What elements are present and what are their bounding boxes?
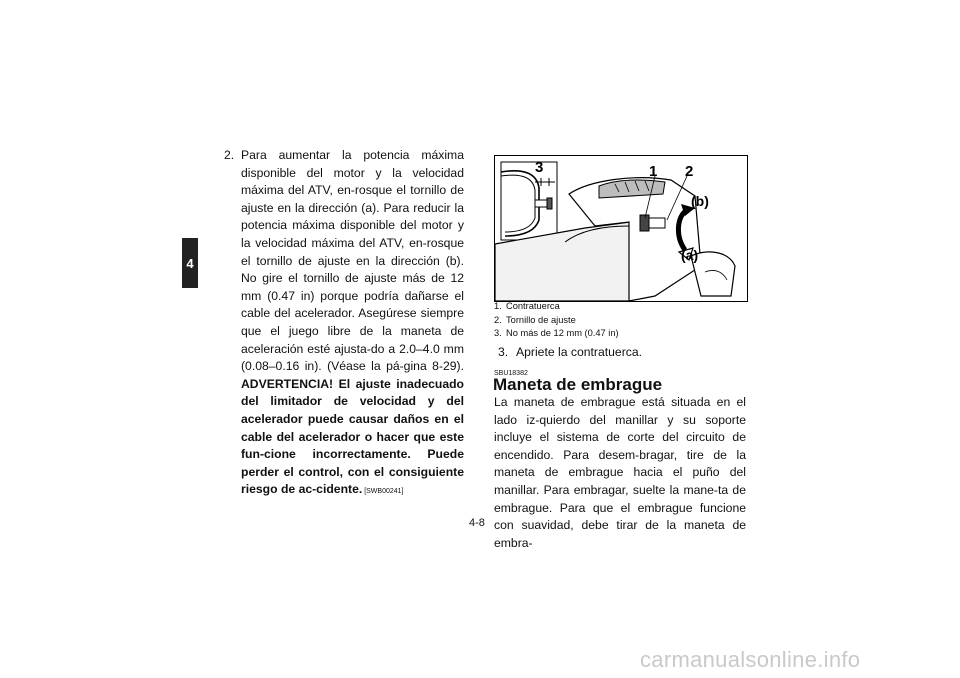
figure-captions [494, 300, 746, 341]
callout-1: 1 [649, 163, 658, 180]
caption-text: Contratuerca [506, 301, 560, 311]
lock-nut [640, 215, 649, 231]
throttle-adjuster-figure [494, 155, 748, 302]
left-column [224, 147, 464, 501]
section-body: La maneta de embrague está situada en el lado iz-quierdo del manillar y su soporte incluye el sistema de corte del circuito de encendido. Para desem-bragar, tire de la maneta de embrague hacia el puño del manillar. Para embragar, suelte la mane-ta de embrague. Para que el embrague funcione con suavidad, debe tirar de la maneta de embra- [494, 395, 746, 550]
item-number: 2. [224, 148, 235, 162]
section-heading: Maneta de embrague [493, 375, 663, 394]
step-number: 3. [498, 345, 509, 359]
warning-text: ADVERTENCIA! El ajuste inadecuado del limitador de velocidad y del acelerador puede causar daños en el cable del acelerador o hacer que este fun-cione incorrectamente. Puede perder el control, con el consiguiente riesgo de ac-cidente. [241, 376, 464, 497]
chapter-tab [182, 238, 198, 288]
numbered-item [224, 147, 464, 501]
caption-item [494, 300, 746, 314]
caption-number: 2. [494, 314, 502, 325]
caption-item [494, 314, 746, 328]
chapter-number: 4 [186, 255, 194, 271]
step-item [494, 344, 746, 361]
caption-text: Tornillo de ajuste [506, 314, 576, 325]
caption-number: 3. [494, 328, 502, 338]
inset-nut [547, 198, 552, 209]
section-code: SBU18382 [494, 370, 528, 377]
callout-2: 2 [685, 163, 694, 180]
callout-3: 3 [535, 159, 544, 176]
watermark: carmanualsonline.info [640, 647, 861, 672]
inset-screw [535, 200, 547, 207]
step-text: Apriete la contratuerca. [516, 345, 643, 359]
figure-illustration [495, 156, 747, 301]
caption-number: 1. [494, 301, 502, 311]
page-number: 4-8 [469, 517, 485, 529]
item-paragraph: Para aumentar la potencia máxima disponible del motor y la velocidad máxima del ATV, en-rosque el tornillo de ajuste en la dirección (a). Para reducir la potencia máxima disponible del motor y la velocidad máxima del ATV, en-rosque el tornillo de ajuste en la dirección (b). No gire el tornillo de ajuste más de 12 mm (0.47 in) porque podría dañarse el cable del acelerador. Asegúrese siempre que el juego libre de la maneta de aceleración esté ajusta-do a 2.0–4.0 mm (0.08–0.16 in). (Véase la pá-gina 8-29). [241, 148, 464, 374]
direction-label-a: (a) [681, 247, 699, 263]
item-body [241, 147, 464, 501]
caption-text: No más de 12 mm (0.47 in) [506, 328, 619, 338]
direction-label-b: (b) [691, 193, 709, 209]
caption-item [494, 327, 746, 341]
warning-code: [SWB00241] [362, 488, 404, 496]
